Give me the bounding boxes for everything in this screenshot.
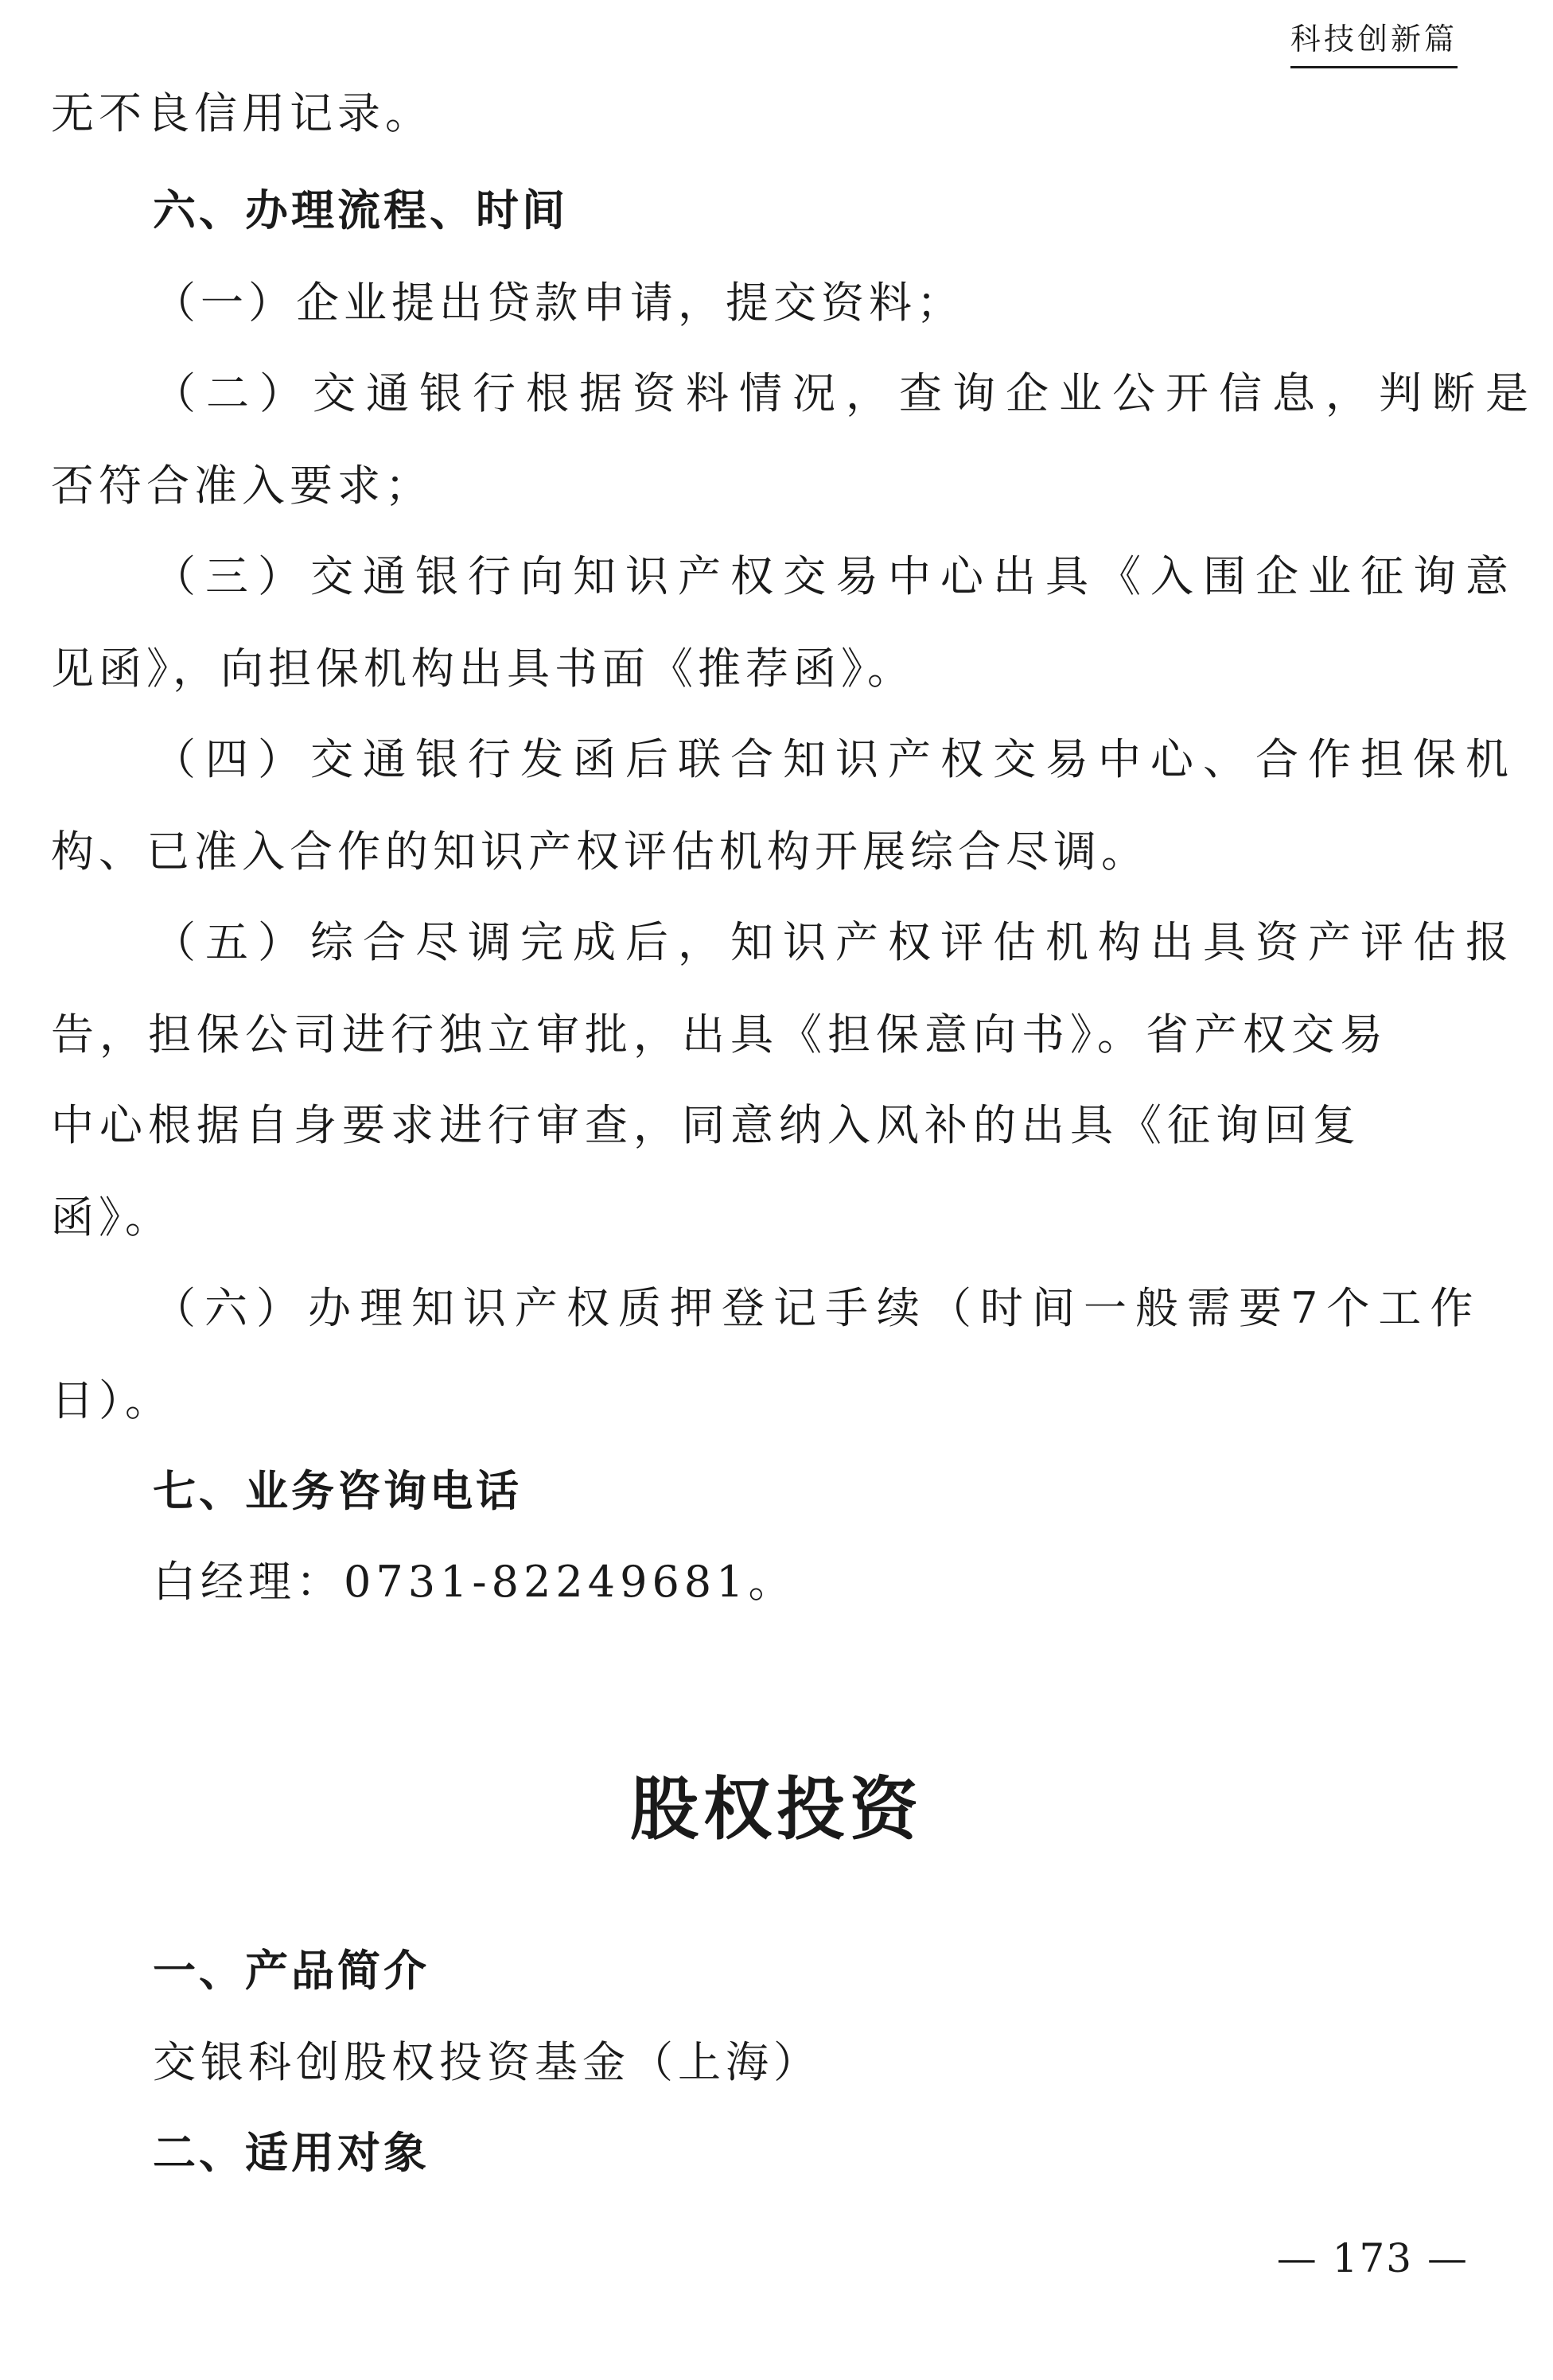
body-line: 交银科创股权投资基金（上海） [153, 2037, 821, 2087]
body-line: （四）交通银行发函后联合知识产权交易中心、合作担保机 [153, 734, 1518, 784]
section-title: 股权投资 [630, 1769, 923, 1849]
section-heading-7: 七、业务咨询电话 [153, 1466, 522, 1516]
body-line: （一）企业提出贷款申请，提交资料； [153, 278, 964, 328]
body-line: （三）交通银行向知识产权交易中心出具《入围企业征询意 [153, 551, 1518, 601]
section2-heading-2: 二、适用对象 [153, 2128, 430, 2178]
section2-heading-1: 一、产品简介 [153, 1946, 430, 1996]
body-line: 中心根据自身要求进行审查，同意纳入风补的出具《征询回复 [51, 1100, 1361, 1150]
page-number: — 173 — [1276, 2235, 1469, 2281]
body-line: （五）综合尽调完成后，知识产权评估机构出具资产评估报 [153, 917, 1518, 967]
body-line: 见函》，向担保机构出具书面《推荐函》。 [51, 644, 915, 694]
body-line: （六）办理知识产权质押登记手续（时间一般需要7个工作 [153, 1283, 1482, 1333]
body-line: 否符合准入要求； [51, 461, 433, 511]
body-line: 告，担保公司进行独立审批，出具《担保意向书》。省产权交易 [51, 1009, 1388, 1060]
body-line: 无不良信用记录。 [51, 88, 433, 138]
body-line: 构、已准入合作的知识产权评估机构开展综合尽调。 [51, 826, 1149, 877]
body-line: 日）。 [51, 1375, 173, 1425]
body-line: （二）交通银行根据资料情况，查询企业公开信息，判断是 [153, 368, 1539, 418]
body-line: 函》。 [51, 1192, 173, 1242]
contact-phone: 白经理：0731-82249681。 [153, 1557, 796, 1607]
running-header: 科技创新篇 [1290, 14, 1458, 68]
section-heading-6: 六、办理流程、时间 [153, 185, 568, 235]
